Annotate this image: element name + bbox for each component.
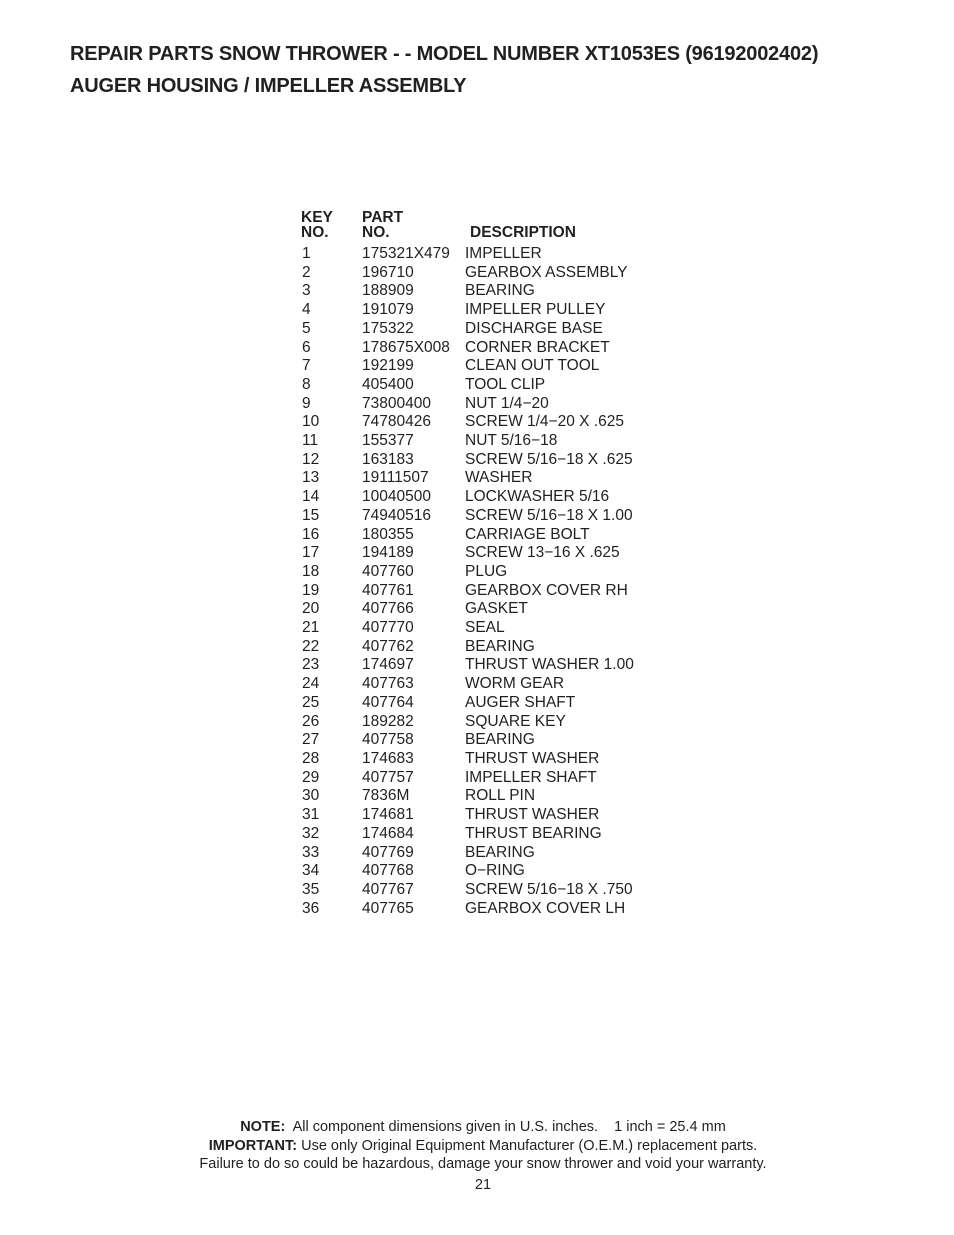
key-no-cell: 26	[302, 712, 320, 730]
table-row	[301, 881, 670, 900]
part-no-cell: 163183	[362, 450, 414, 468]
part-no-cell: 189282	[362, 712, 414, 730]
key-no-cell: 31	[302, 806, 320, 824]
table-row	[301, 376, 670, 395]
part-no-cell: 407762	[362, 637, 414, 655]
table-row	[301, 656, 670, 675]
table-row	[301, 582, 670, 601]
header-part-no	[362, 204, 465, 245]
table-row	[301, 900, 670, 919]
table-row	[301, 432, 670, 451]
key-no-cell: 16	[302, 525, 320, 543]
key-no-cell: 24	[302, 675, 320, 693]
important-label: IMPORTANT:	[208, 1137, 298, 1154]
part-no-cell: 407770	[362, 619, 414, 637]
part-no-cell: 7836M	[362, 787, 410, 805]
description-cell: WORM GEAR	[465, 675, 565, 693]
key-no-cell: 7	[302, 357, 311, 375]
table-row	[301, 339, 670, 358]
header-key-no	[301, 204, 362, 245]
description-cell: WASHER	[465, 469, 533, 487]
table-row	[301, 469, 670, 488]
part-no-cell: 407769	[362, 843, 414, 861]
key-no-cell: 29	[302, 768, 320, 786]
table-row	[301, 413, 670, 432]
description-cell: SCREW 1/4−20 X .625	[465, 413, 624, 431]
key-no-cell: 17	[302, 544, 320, 562]
part-no-cell: 407761	[362, 581, 414, 599]
part-no-cell: 74780426	[362, 413, 431, 431]
key-no-cell: 36	[302, 899, 320, 917]
table-row	[301, 357, 670, 376]
description-cell: GASKET	[465, 600, 528, 618]
table-row	[301, 301, 670, 320]
description-cell: CARRIAGE BOLT	[465, 525, 590, 543]
table-row	[301, 862, 670, 881]
title-line-2: AUGER HOUSING / IMPELLER ASSEMBLY	[70, 75, 467, 97]
key-no-cell: 15	[302, 506, 320, 524]
description-cell: SCREW 13−16 X .625	[465, 544, 620, 562]
description-cell: DISCHARGE BASE	[465, 319, 603, 337]
important-line	[0, 1137, 954, 1156]
table-row	[301, 563, 670, 582]
table-row	[301, 600, 670, 619]
part-no-cell: 10040500	[362, 488, 431, 506]
parts-table-body	[301, 245, 670, 918]
part-no-cell: 196710	[362, 263, 414, 281]
table-row	[301, 675, 670, 694]
description-cell: THRUST WASHER	[465, 806, 600, 824]
description-cell: CORNER BRACKET	[465, 338, 610, 356]
part-no-cell: 174681	[362, 806, 414, 824]
key-no-cell: 20	[302, 600, 320, 618]
part-no-cell: 407768	[362, 862, 414, 880]
header-key-line-1: KEY	[301, 209, 333, 226]
part-no-cell: 175321X479	[362, 245, 450, 262]
description-cell: SCREW 5/16−18 X .625	[465, 450, 633, 468]
parts-table-header	[301, 204, 670, 245]
description-cell: PLUG	[465, 562, 508, 580]
key-no-cell: 35	[302, 880, 320, 898]
description-cell: ROLL PIN	[465, 787, 536, 805]
page-number: 21	[474, 1177, 492, 1193]
table-row	[301, 544, 670, 563]
description-cell: AUGER SHAFT	[465, 693, 576, 711]
table-row	[301, 395, 670, 414]
part-no-cell: 174697	[362, 656, 414, 674]
key-no-cell: 25	[302, 693, 320, 711]
description-cell: SEAL	[465, 619, 505, 637]
key-no-cell: 4	[302, 301, 311, 319]
description-cell: GEARBOX COVER LH	[465, 899, 626, 917]
description-cell: IMPELLER PULLEY	[465, 301, 606, 319]
description-cell: THRUST WASHER 1.00	[465, 656, 634, 674]
description-cell: NUT 5/16−18	[465, 432, 558, 450]
description-cell: SCREW 5/16−18 X .750	[465, 880, 633, 898]
part-no-cell: 191079	[362, 301, 414, 319]
part-no-cell: 188909	[362, 282, 414, 300]
table-row	[301, 844, 670, 863]
key-no-cell: 12	[302, 450, 320, 468]
part-no-cell: 174683	[362, 749, 414, 767]
table-row	[301, 264, 670, 283]
header-row	[301, 204, 670, 245]
part-no-cell: 407766	[362, 600, 414, 618]
key-no-cell: 19	[302, 581, 320, 599]
key-no-cell: 2	[302, 263, 311, 281]
part-no-cell: 175322	[362, 319, 414, 337]
table-row	[301, 806, 670, 825]
part-no-cell: 180355	[362, 525, 414, 543]
table-row	[301, 451, 670, 470]
part-no-cell: 407764	[362, 693, 414, 711]
key-no-cell: 1	[302, 245, 311, 262]
header-description: DESCRIPTION	[470, 224, 576, 241]
part-no-cell: 407757	[362, 768, 414, 786]
title-line-1: REPAIR PARTS SNOW THROWER - - MODEL NUMBER XT1053ES (96192002402)	[70, 43, 819, 65]
note-text: All component dimensions given in U.S. inches. 1 inch = 25.4 mm	[285, 1119, 726, 1135]
part-no-cell: 155377	[362, 432, 414, 450]
table-row	[301, 713, 670, 732]
key-no-cell: 34	[302, 862, 320, 880]
description-cell: O−RING	[465, 862, 525, 880]
table-row	[301, 694, 670, 713]
key-no-cell: 27	[302, 731, 320, 749]
key-no-cell: 13	[302, 469, 320, 487]
key-no-cell: 14	[302, 488, 320, 506]
key-no-cell: 18	[302, 562, 320, 580]
key-no-cell: 28	[302, 749, 320, 767]
key-no-cell: 30	[302, 787, 320, 805]
part-no-cell: 19111507	[362, 469, 429, 487]
description-cell: IMPELLER	[465, 245, 542, 262]
part-no-cell: 178675X008	[362, 338, 450, 356]
key-no-cell: 10	[302, 413, 320, 431]
header-part-line-2: NO.	[362, 224, 390, 241]
part-no-cell: 407758	[362, 731, 414, 749]
part-no-cell: 192199	[362, 357, 414, 375]
key-no-cell: 33	[302, 843, 320, 861]
table-row	[301, 638, 670, 657]
header-key-line-2: NO.	[301, 224, 329, 241]
table-row	[301, 320, 670, 339]
header-part-line-1: PART	[362, 209, 404, 226]
description-cell: THRUST WASHER	[465, 749, 600, 767]
description-cell: BEARING	[465, 637, 535, 655]
description-cell: GEARBOX COVER RH	[465, 581, 628, 599]
table-row	[301, 282, 670, 301]
part-no-cell: 407760	[362, 562, 414, 580]
part-no-cell: 407767	[362, 880, 414, 898]
part-no-cell: 194189	[362, 544, 414, 562]
description-cell: BEARING	[465, 731, 535, 749]
parts-table	[301, 204, 670, 918]
key-no-cell: 9	[302, 394, 311, 412]
part-no-cell: 407763	[362, 675, 414, 693]
table-row	[301, 750, 670, 769]
key-no-cell: 6	[302, 338, 311, 356]
key-no-cell: 5	[302, 319, 311, 337]
table-row	[301, 769, 670, 788]
part-no-cell: 174684	[362, 824, 414, 842]
description-cell: CLEAN OUT TOOL	[465, 357, 600, 375]
description-cell: LOCKWASHER 5/16	[465, 488, 610, 506]
table-row	[301, 245, 670, 264]
part-no-cell: 405400	[362, 375, 414, 393]
note-line	[0, 1118, 954, 1137]
key-no-cell: 23	[302, 656, 320, 674]
warning-line: Failure to do so could be hazardous, damage your snow thrower and void your warranty.	[199, 1156, 767, 1173]
key-no-cell: 3	[302, 282, 311, 300]
key-no-cell: 22	[302, 637, 320, 655]
description-cell: THRUST BEARING	[465, 824, 602, 842]
table-row	[301, 619, 670, 638]
table-row	[301, 526, 670, 545]
table-row	[301, 787, 670, 806]
table-row	[301, 825, 670, 844]
part-no-cell: 407765	[362, 899, 414, 917]
description-cell: IMPELLER SHAFT	[465, 768, 597, 786]
description-cell: SCREW 5/16−18 X 1.00	[465, 506, 633, 524]
description-cell: BEARING	[465, 282, 535, 300]
page-title	[70, 38, 818, 102]
table-row	[301, 731, 670, 750]
part-no-cell: 73800400	[362, 394, 431, 412]
footer-notes	[0, 1118, 954, 1174]
table-row	[301, 488, 670, 507]
description-cell: NUT 1/4−20	[465, 394, 549, 412]
part-no-cell: 74940516	[362, 506, 431, 524]
key-no-cell: 11	[302, 432, 319, 450]
key-no-cell: 8	[302, 375, 311, 393]
description-cell: BEARING	[465, 843, 535, 861]
key-no-cell: 21	[302, 619, 320, 637]
description-cell: TOOL CLIP	[465, 375, 546, 393]
description-cell: GEARBOX ASSEMBLY	[465, 263, 628, 281]
description-cell: SQUARE KEY	[465, 712, 566, 730]
note-label: NOTE:	[240, 1119, 286, 1135]
key-no-cell: 32	[302, 824, 320, 842]
important-text: Use only Original Equipment Manufacturer (O.E.M.) replacement parts.	[297, 1137, 758, 1154]
table-row	[301, 507, 670, 526]
